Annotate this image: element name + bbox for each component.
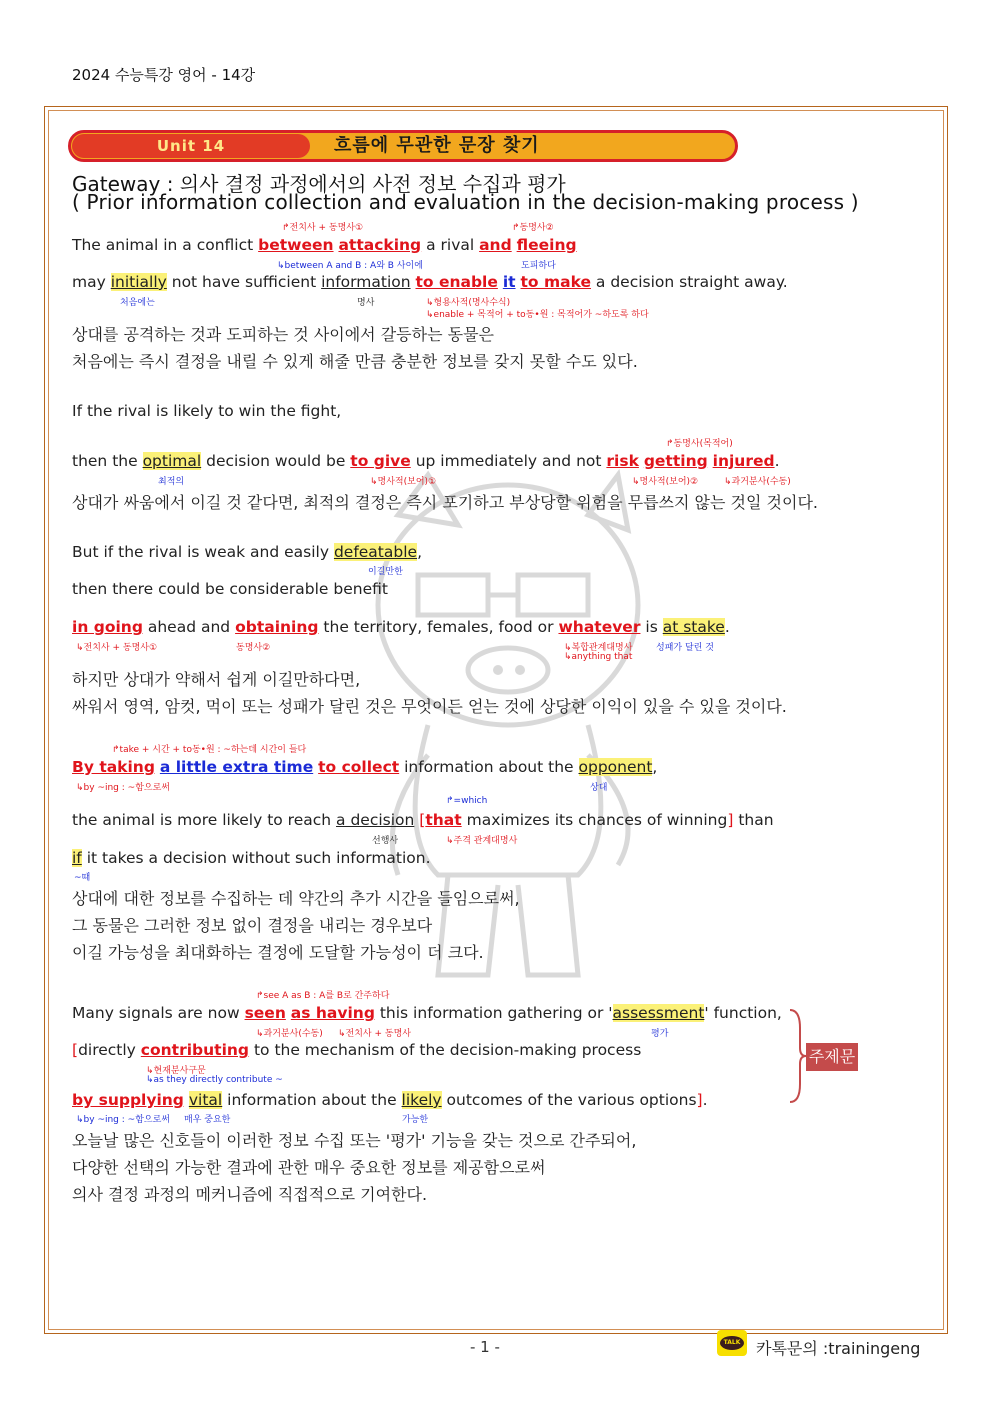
translation-line: 의사 결정 과정의 메커니즘에 직접적으로 기여한다. [72,1185,428,1204]
topic-bracket [786,1008,808,1104]
translation-line: 상대가 싸움에서 이길 것 같다면, 최적의 결정은 즉시 포기하고 부상당할 위험을 무릅쓰지 않는 것일 것이다. [72,493,818,512]
annotation: ↱동명사② [512,223,554,233]
gateway-title-ko: Gateway : 의사 결정 과정에서의 사전 정보 수집과 평가 [72,172,566,196]
passage-line: [directly contributing to the mechanism of the decision-making process [72,1041,642,1059]
passage-line: if it takes a decision without such information. [72,849,431,867]
page-number: - 1 - [470,1338,500,1356]
passage-line: the animal is more likely to reach a decision [that maximizes its chances of winning] than [72,811,774,829]
annotation: 매우 중요한 [184,1115,231,1125]
gateway-title-en: ( Prior information collection and evaluation in the decision-making process ) [72,190,859,214]
annotation: ↳enable + 목적어 + to동•원 : 목적어가 ~하도록 하다 [426,310,649,320]
annotation: 도피하다 [521,261,556,271]
translation-line: 하지만 상대가 약해서 쉽게 이길만하다면, [72,670,361,689]
passage-line: By taking a little extra time to collect information about the opponent, [72,758,658,776]
annotation: ↳주격 관계대명사 [446,836,518,846]
unit-title: 흐름에 무관한 문장 찾기 [334,135,540,156]
translation-line: 이길 가능성을 최대화하는 결정에 도달할 가능성이 더 크다. [72,943,484,962]
annotation: ↳과거분사(수동) [724,477,791,487]
annotation: 처음에는 [120,298,155,308]
passage-line: by supplying vital information about the likely outcomes of the various options]. [72,1091,708,1109]
annotation: ↳전치사 + 동명사 [338,1029,411,1039]
annotation: ~때 [74,873,91,883]
translation-line: 상대를 공격하는 것과 도피하는 것 사이에서 갈등하는 동물은 [72,325,495,344]
topic-sentence-label: 주제문 [806,1043,858,1071]
annotation: 상대 [590,783,608,793]
kakao-contact: 카톡문의 :trainingeng [756,1339,921,1358]
annotation: ↳형용사적(명사수식) [426,298,511,308]
passage-line: may initially not have sufficient information to enable it to make a decision straight away. [72,273,788,291]
passage-line: then there could be considerable benefit [72,580,388,598]
page-header: 2024 수능특강 영어 - 14강 [72,66,256,84]
passage-line: The animal in a conflict between attacking a rival and fleeing [72,236,577,254]
annotation: ↱take + 시간 + to동•원 : ~하는데 시간이 들다 [112,745,307,755]
annotation: ↳anything that [564,652,633,662]
unit-label: Unit 14 [72,134,310,158]
annotation: ↳명사적(보어)② [632,477,699,487]
annotation: ↱전치사 + 동명사① [282,223,364,233]
annotation: ↳복합관계대명사 [564,643,633,653]
kakao-talk-icon: TALK [717,1330,747,1356]
annotation: 최적의 [158,477,185,487]
annotation: 선행사 [372,836,399,846]
passage-line: in going ahead and obtaining the territory, females, food or whatever is at stake. [72,618,730,636]
annotation: 성패가 달린 것 [656,643,714,653]
passage-line: Many signals are now seen as having this information gathering or 'assessment' function, [72,1004,782,1022]
translation-line: 오늘날 많은 신호들이 이러한 정보 수집 또는 '평가' 기능을 갖는 것으로 간주되어, [72,1131,637,1150]
translation-line: 상대에 대한 정보를 수집하는 데 약간의 추가 시간을 들임으로써, [72,889,520,908]
annotation: 평가 [651,1029,669,1039]
annotation: ↱동명사(목적어) [666,439,733,449]
annotation: ↳전치사 + 동명사① [76,643,158,653]
annotation: ↱=which [446,796,488,806]
annotation: ↳as they directly contribute ~ [146,1075,283,1085]
passage-line: But if the rival is weak and easily defeatable, [72,543,422,561]
annotation: ↳between A and B : A와 B 사이에 [277,261,423,271]
annotation: ↳by ~ing : ~함으로써 [76,1115,170,1125]
annotation: ↳명사적(보어)① [370,477,437,487]
annotation: ↳현재분사구문 [146,1066,206,1076]
annotation: 가능한 [402,1115,429,1125]
translation-line: 그 동물은 그러한 정보 없이 결정을 내리는 경우보다 [72,916,433,935]
passage-line: If the rival is likely to win the fight, [72,402,342,420]
annotation: ↱see A as B : A를 B로 간주하다 [256,991,390,1001]
annotation: 동명사② [236,643,271,653]
annotation: 명사 [357,298,375,308]
translation-line: 다양한 선택의 가능한 결과에 관한 매우 중요한 정보를 제공함으로써 [72,1158,546,1177]
passage-line: then the optimal decision would be to give up immediately and not risk getting injured. [72,452,780,470]
translation-line: 처음에는 즉시 결정을 내릴 수 있게 해줄 만큼 충분한 정보를 갖지 못할 수도 있다. [72,352,638,371]
annotation: 이길만한 [368,567,403,577]
annotation: ↳과거분사(수동) [256,1029,323,1039]
translation-line: 싸워서 영역, 암컷, 먹이 또는 성패가 달린 것은 무엇이든 얻는 것에 상당한 이익이 있을 수 있을 것이다. [72,697,787,716]
annotation: ↳by ~ing : ~함으로써 [76,783,170,793]
